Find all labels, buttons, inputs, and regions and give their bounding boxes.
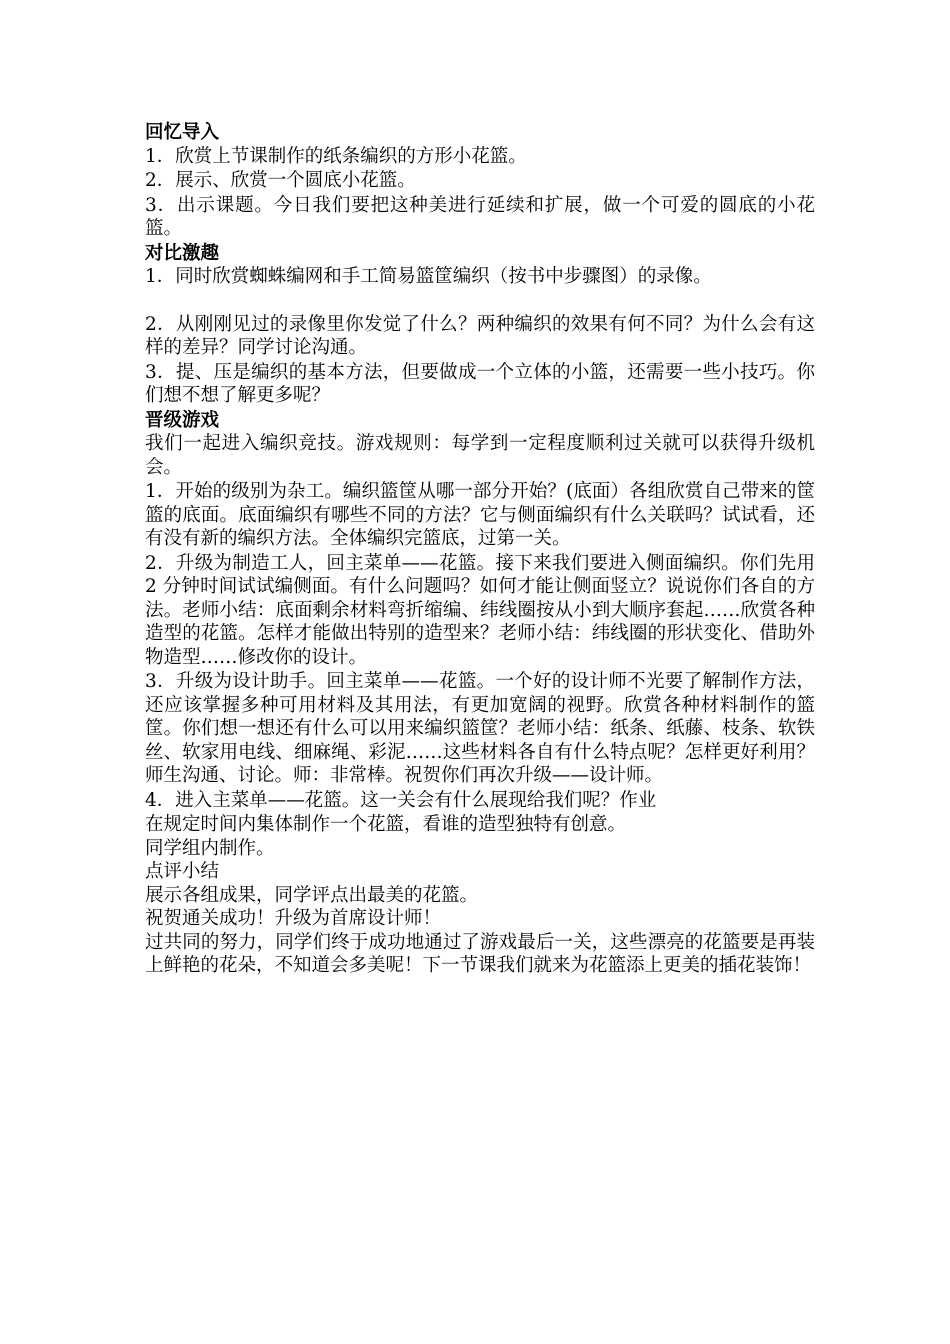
paragraph: 1．欣赏上节课制作的纸条编织的方形小花篮。 — [145, 145, 527, 167]
paragraph: 2．升级为制造工人，回主菜单——花篮。接下来我们要进入侧面编织。你们先用 2 分钟时间试试编侧面。有什么问题吗？如何才能让侧面竖立？说说你们各自的方法。老师小结：底面剩余材料弯折缩编、纬线圈按从小到大顺序套起……欣赏各种造型的花篮。怎样才能做出特别的造型来？老师小结：纬线圈的形状变化、借助外物造型……修改你的设计。 — [145, 552, 815, 668]
paragraph: 1．开始的级别为杂工。编织篮筐从哪一部分开始？(底面）各组欣赏自己带来的筐篮的底面。底面编织有哪些不同的方法？它与侧面编织有什么关联吗？试试看，还有没有新的编织方法。全体编织完篮底，过第一关。 — [145, 481, 815, 549]
text-line: 展示各组成果，同学评点出最美的花篮。 — [145, 884, 479, 906]
paragraph: 3．出示课题。今日我们要把这种美进行延续和扩展，做一个可爱的圆底的小花篮。 — [145, 194, 815, 239]
paragraph: 3．提、压是编织的基本方法，但要做成一个立体的小篮，还需要一些小技巧。你们想不想了解更多呢？ — [145, 361, 815, 406]
paragraph: 3．升级为设计助手。回主菜单——花篮。一个好的设计师不光要了解制作方法，还应该掌握多种可用材料及其用法，有更加宽阔的视野。欣赏各种材料制作的篮筐。你们想一想还有什么可以用来编织篮筐？老师小结：纸条、纸藤、枝条、软铁丝、软家用电线、细麻绳、彩泥……这些材料各自有什么特点呢？怎样更好利用？师生沟通、讨论。师：非常棒。祝贺你们再次升级——设计师。 — [145, 671, 815, 786]
section-heading: 晋级游戏 — [145, 409, 220, 431]
text-line: 同学组内制作。 — [145, 837, 275, 859]
section-heading: 回忆导入 — [145, 122, 220, 143]
text-line: 在规定时间内集体制作一个花篮，看谁的造型独特有创意。 — [145, 814, 627, 835]
blank-line — [145, 290, 815, 313]
text-line: 过共同的努力，同学们终于成功地通过了游戏最后一关，这些漂亮的花篮要是再装上鲜艳的花朵，不知道会多美呢！下一节课我们就来为花篮添上更美的插花装饰！ — [145, 931, 815, 976]
paragraph: 4．进入主菜单——花篮。这一关会有什么展现给我们呢？作业 — [145, 789, 657, 811]
paragraph: 2．从刚刚见过的录像里你发觉了什么？两种编织的效果有何不同？为什么会有这样的差异？同学讨论沟通。 — [145, 313, 815, 358]
section-heading: 对比激趣 — [145, 242, 220, 264]
text-line: 祝贺通关成功！升级为首席设计师！ — [145, 908, 442, 929]
paragraph: 1．同时欣赏蜘蛛编网和手工简易篮筐编织（按书中步骤图）的录像。 — [145, 266, 712, 287]
paragraph: 2．展示、欣赏一个圆底小花篮。 — [145, 170, 416, 191]
paragraph: 我们一起进入编织竞技。游戏规则：每学到一定程度顺利过关就可以获得升级机会。 — [145, 433, 815, 478]
document-body — [145, 121, 815, 978]
text-line: 点评小结 — [145, 861, 220, 882]
